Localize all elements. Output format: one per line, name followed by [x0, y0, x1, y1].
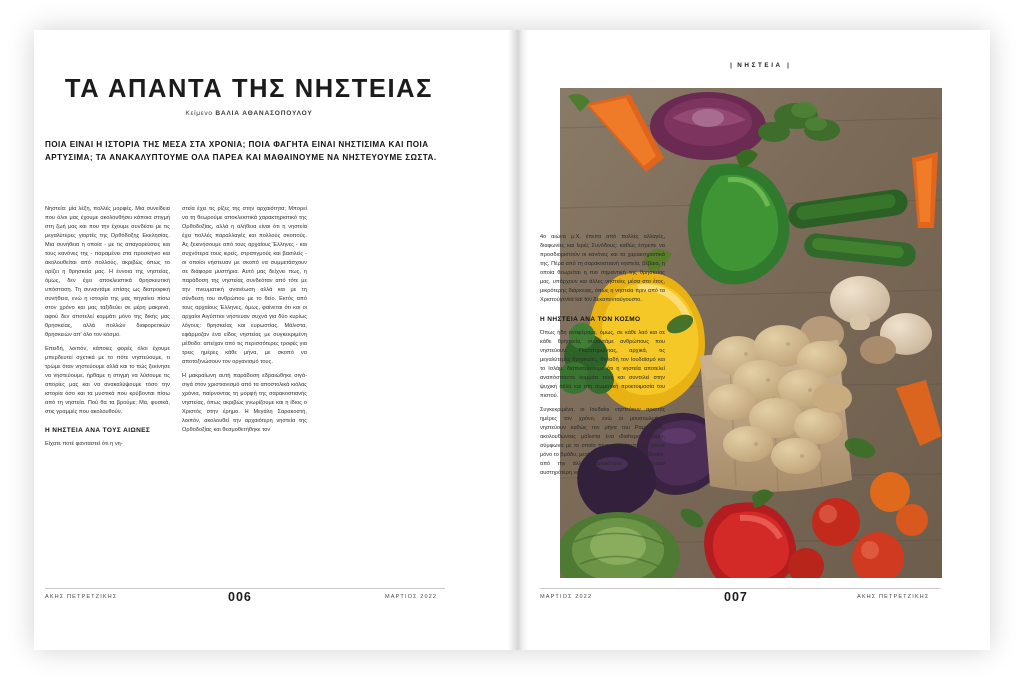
folio-right: 007 [724, 590, 748, 604]
page-title: ΤΑ ΑΠΑΝΤΑ ΤΗΣ ΝΗΣΤΕΙΑΣ [64, 75, 434, 103]
standfirst: ΠΟΙΑ ΕΙΝΑΙ Η ΙΣΤΟΡΙΑ ΤΗΣ ΜΕΣΑ ΣΤΑ ΧΡΟΝΙΑ; ΠΟΙΑ ΦΑΓΗΤΑ ΕΙΝΑΙ ΝΗΣΤΙΣΙΜΑ ΚΑΙ ΠΟΙΑ ΑΡΤΥΣΙΜΑ; ΤΑ ΑΝΑΚΑΛΥΠΤΟΥΜΕ ΟΛΑ ΠΑΡΕΑ ΚΑΙ ΜΑΘΑΙΝΟΥΜΕ ΝΑ ΝΗΣΤΕΥΟΥΜΕ ΣΩΣΤΑ. [45, 140, 437, 163]
column-4 [540, 233, 665, 483]
footer-author-right: ΑΚΗΣ ΠΕΤΡΕΤΖΙΚΗΣ [857, 594, 930, 600]
running-head [700, 62, 820, 69]
byline-author: ΒΑΛΙΑ ΑΘΑΝΑΣΟΠΟΥΛΟΥ [215, 110, 313, 117]
rule-left-icon: | [730, 62, 733, 69]
column-1 [45, 205, 170, 545]
paragraph: Νηστεία: μία λέξη, πολλές μορφές. Μια συνείδεια που όλοι μας έχουμε ακολουθήσει κάποια στιγμή στη ζωή μας και που την έχουμε συνδέσει με τις μεγαλύτερες γιορτές της Ορθόδοξης Εκκλησίας. Μια συνήθεια η οποία - με τις απαγορεύσεις και τους κανόνες της - παραμένει στα προσκήνιο και ακολουθείται από πολλούς, ακριβώς όπως το ορίζει η θρησκεία μας. Η έννοια της νηστείας, όμως, δεν έχει αποκλειστικά θρησκευτική υπόσταση. Τη συναντάμε επίσης ως διατροφική συνήθεια, ενώ η ιστορία της μας πηγαίνει πίσω στον χρόνο και μας ταξιδεύει σε μέρη μακρινά, αφού δεν αποτελεί κομμάτι μόνο της δικής μας θρησκείας, αλλά πολλών διαφορετικών θρησκειών απ' όλο τον κόσμο. [45, 206, 170, 338]
byline [54, 110, 444, 117]
paragraph: Συγκεκριμένα, οι Ιουδαίοι νηστεύουν αρκετές ημέρες τον χρόνο, ενώ οι μουσουλμάνοι νηστεύουν καθώς τον μήνα του Ραμαζανιού, ακολουθώντας μάλιστα ένα ιδιαίτερο ωράριο, σύμφωνα με το οποίο τους επιτρέπεται να τρώνε μόνο το βράδυ, μετά τη δύση του ηλίου. Οι εβραίοι, από την άλλη, παλαιότερα ακολουθούσαν αυστηρότερη νηστεία σε σχέση με σήμερα που [540, 407, 665, 477]
paragraph: Επειδή, λοιπόν, κάποιες φορές όλοι έχουμε μπερδευτεί σχετικά με το πότε νηστεύουμε, τι τρώμε όταν νηστεύουμε αλλά και το πώς ξεκίνησε να νηστεύουμε, ήρθαμε η στιγμή να λύσουμε τις απορίες μας και να ανακαλύψουμε τόσο την ιστορία όσο και τα μυστικά που κρύβονται πίσω από τη νηστεία. Πού θα τα βρούμε; Μα, φυσικά, στις γραμμές που ακολουθούν. [45, 345, 170, 415]
right-page-columns [540, 233, 802, 483]
section-subheading: Η ΝΗΣΤΕΙΑ ΑΝΑ ΤΟΥΣ ΑΙΩΝΕΣ [45, 426, 151, 434]
footer-author-left: ΑΚΗΣ ΠΕΤΡΕΤΖΙΚΗΣ [45, 594, 118, 600]
column-2 [182, 205, 307, 545]
paragraph: Η μακραίωνη αυτή παράδοση εδραιώθηκε σιγά-σιγά στον χριστιανισμό από τα αποστολικά κιόλας χρόνια, παίρνοντας τη μορφή της σαρακοστιανής νηστείας, όπως ακριβώς γνωρίζουμε και η ίδιος ο Χριστός στην έρημο. Η Μεγάλη Σαρακοστή, λοιπόν, ακολουθεί την αρχαιότερη νηστεία της Ορθοδοξίας και θεσμοθετήθηκε τον [182, 372, 307, 433]
footer-issue-right: ΜΑΡΤΙΟΣ 2022 [540, 594, 593, 600]
section-subheading: Η ΝΗΣΤΕΙΑ ΑΝΑ ΤΟΝ ΚΟΣΜΟ [540, 315, 641, 323]
folio-left: 006 [228, 590, 252, 604]
divider [45, 588, 445, 589]
paragraph: Όπως ήδη αναφέραμε, όμως, σε κάθε λαό και σε κάθε θρησκεία, συναντάμε ανθρώπους που νηστεύουν. Παρατηρώντας, αρχικά, τις μεγαλύτερες θρησκείες, δηλαδή τον Ιουδαϊσμό και το Ισλάμ, διαπιστώνουμε ότι η νηστεία αποτελεί αναπόσπαστο κομμάτι τους και συντελεί στην ψυχική αλλά και στη σωματική προετοιμασία του πιστού. [540, 330, 665, 400]
left-page-columns [45, 205, 445, 545]
paragraph: στεία έχει τις ρίζες της στην αρχαιότητα; Μπορεί να τη θεωρούμε αποκλειστικά χαρακτηριστικό της Ορθοδοξίας, αλλά η αλήθεια είναι ότι η νηστεία έχει πολλές παραλλαγές και πολλούς σκοπούς. Ας ξεκινήσουμε από τους αρχαίους Έλληνες - και συχνότερα τους ιερείς, στρατιγμούς και βασιλείς - οι οποίοι νήστευαν με σκοπό να συμμετάσχουν σε διάφορα μυστήρια. Αυτό μας δείχνει πως, η παράδοση της νηστείας συνδεόταν από τότε με την πνευματική ανανέωση αλλά και με τη σύνδεση του ανθρώπου με το θείο. Εκτός από τους αρχαίους Έλληνες, όμως, φαίνεται ότι και οι αρχαίοι Αιγύπτιοι νήστευαν συχνά για δύο κυρίως λόγους: θρησκείας και ευρωστίας. Μάλιστα, εφάρμοζαν ένα είδος νηστείας με συγκεκριμένη μέθοδο: απείχαν από τις περισσότερες τροφές για τρεις ημέρες κάθε μήνα, με σκοπό να αποτοξινώσουν τον οργανισμό τους. [182, 206, 307, 365]
footer-issue-left: ΜΑΡΤΙΟΣ 2022 [385, 594, 438, 600]
byline-prefix: Κείμενο [185, 110, 213, 117]
paragraph: 4ο αιώνα μ.Χ. έπειτα από πολλές αλλαγές, διαφωνίες και Ιερές Συνόδους: καθώς έπρεπε να προσδιοριστούν οι κανόνες και τα χαρακτηριστικά της. Πέρα από τη σαρακοστιανή νηστεία, βέβαια, η οποία θεωρείται η πιο σημαντική της θρησκείας μας, υπάρχουν και άλλες νηστείες μέσα στο έτος, μικρότερης διάρκειας, όπως η νηστεία πριν από τα Χριστούγεννα και τον Δεκαπενταύγουστο. [540, 234, 665, 303]
running-head-label: ΝΗΣΤΕΙΑ [737, 62, 783, 69]
paragraph: Είχατε ποτέ φανταστεί ότι η νη- [45, 441, 123, 448]
rule-right-icon: | [787, 62, 790, 69]
divider [540, 588, 940, 589]
